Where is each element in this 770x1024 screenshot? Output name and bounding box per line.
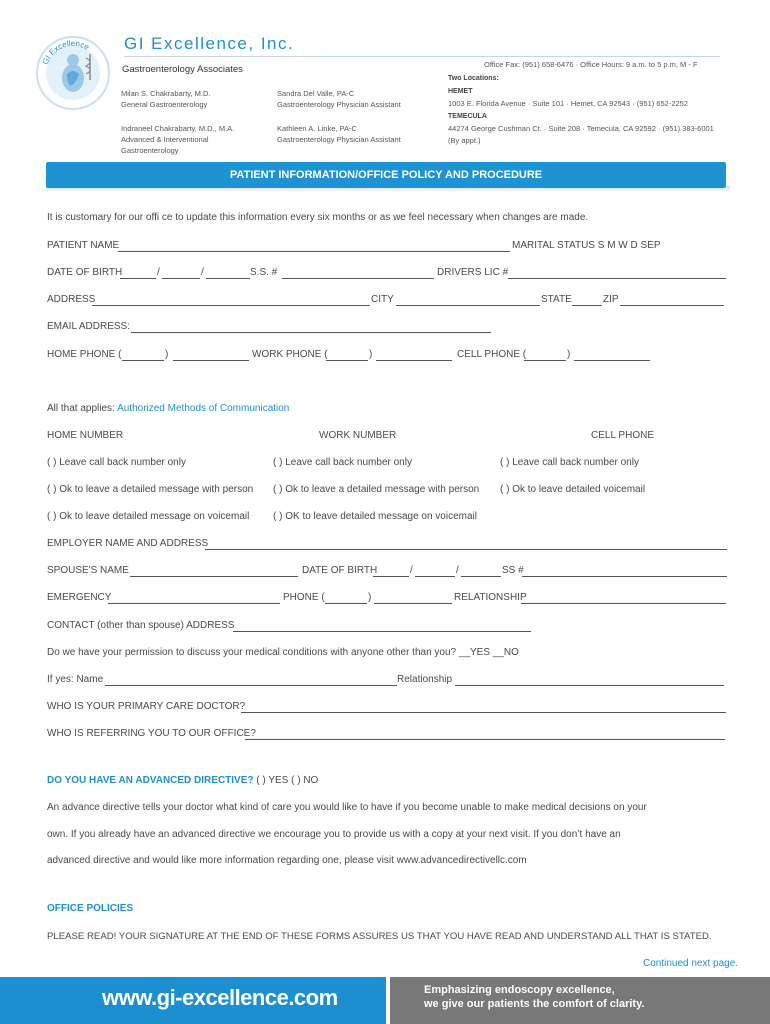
employer-label: EMPLOYER NAME AND ADDRESS [47, 538, 209, 549]
referring-field[interactable] [245, 739, 725, 740]
logo-arc-text: GI Excellence [40, 38, 91, 66]
location-temecula [448, 111, 714, 147]
location-address: 1003 E. Florida Avenue · Suite 101 · Hemet, CA 92543 · (951) 652-2252 [448, 99, 689, 108]
ss-label: S.S. # [250, 267, 278, 278]
drivers-lic-field[interactable] [508, 278, 726, 279]
city-field[interactable] [396, 305, 540, 306]
cell-phone-field[interactable] [574, 360, 650, 361]
spouse-dob-day-field[interactable] [415, 576, 455, 577]
home-detailed-person-option[interactable]: ( ) Ok to leave a detailed message with person [47, 484, 254, 495]
work-phone-area-field[interactable] [326, 360, 368, 361]
state-field[interactable] [572, 305, 602, 306]
spouse-name-label: SPOUSE'S NAME [47, 565, 129, 576]
communication-section [47, 403, 289, 414]
employer-field[interactable] [205, 549, 727, 550]
doctor-entry [277, 88, 401, 110]
if-yes-name-label: If yes: Name [47, 674, 104, 685]
doctor-name: Sandra Del Valle, PA-C [277, 89, 355, 98]
dob-slash: / [157, 267, 160, 278]
cell-callback-option[interactable]: ( ) Leave call back number only [500, 457, 639, 468]
office-policies-heading: OFFICE POLICIES [47, 903, 134, 914]
doctor-title-cont: Gastroenterology [121, 146, 179, 155]
relationship2-field[interactable] [455, 685, 724, 686]
paren-close: ) [369, 349, 373, 360]
state-label: STATE [541, 294, 572, 305]
contact-field[interactable] [233, 631, 531, 632]
cell-phone-label: CELL PHONE ( [457, 349, 527, 360]
cell-phone-header: CELL PHONE [591, 430, 654, 441]
directive-question: DO YOU HAVE AN ADVANCED DIRECTIVE? [47, 775, 254, 786]
drivers-lic-label: DRIVERS LIC # [437, 267, 509, 278]
location-address: 44274 George Cushman Ct. · Suite 208 · Temecula, CA 92592 · (951) 383-6001 [448, 124, 714, 133]
dob-slash: / [201, 267, 204, 278]
email-label: EMAIL ADDRESS: [47, 321, 130, 332]
two-locations-label: Two Locations: [448, 75, 499, 82]
doctor-title: Gastroenterology Physician Assistant [277, 135, 401, 144]
tagline-line1: Emphasizing endoscopy excellence, [424, 984, 615, 996]
address-field[interactable] [92, 305, 370, 306]
directive-options[interactable]: ( ) YES ( ) NO [256, 775, 319, 786]
dob-label: DATE OF BIRTH [47, 267, 123, 278]
footer-tagline [424, 983, 644, 1011]
doctor-title: Gastroenterology Physician Assistant [277, 100, 401, 109]
practice-subtitle: Gastroenterology Associates [122, 64, 243, 75]
footer-website-panel [0, 977, 386, 1024]
home-number-header: HOME NUMBER [47, 430, 124, 441]
relationship2-label: Relationship [397, 674, 453, 685]
doctor-name: Kathleen A. Linke, PA-C [277, 124, 357, 133]
contact-label: CONTACT (other than spouse) ADDRESS [47, 620, 235, 631]
dob-day-field[interactable] [162, 278, 200, 279]
if-yes-name-field[interactable] [105, 685, 397, 686]
dob-year-field[interactable] [206, 278, 250, 279]
footer-tagline-panel [390, 977, 770, 1024]
work-voicemail-option[interactable]: ( ) OK to leave detailed message on voicemail [273, 511, 477, 522]
spouse-ss-label: SS # [502, 565, 524, 576]
spouse-ss-field[interactable] [522, 576, 727, 577]
ss-field[interactable] [282, 278, 434, 279]
directive-row [47, 775, 318, 786]
home-callback-option[interactable]: ( ) Leave call back number only [47, 457, 186, 468]
work-detailed-person-option[interactable]: ( ) Ok to leave a detailed message with person [273, 484, 480, 495]
directive-paragraph-line3: advanced directive and would like more information regarding one, please visit www.advancedirectivellc.com [47, 855, 527, 866]
brand-name: GI Excellence, Inc. [124, 34, 295, 53]
emergency-phone-field[interactable] [374, 603, 452, 604]
location-name: HEMET [448, 88, 473, 95]
permission-question: Do we have your permission to discuss your medical conditions with anyone other than you? __YES __NO [47, 647, 519, 658]
doctor-title: Advanced & Interventional [121, 135, 209, 144]
directive-paragraph-line2: own. If you already have an advanced directive we encourage you to provide us with a copy at your next visit. If you don’t have an [47, 829, 621, 840]
work-phone-field[interactable] [376, 360, 452, 361]
doctor-entry [121, 88, 210, 110]
dob-slash: / [456, 565, 459, 576]
location-name: TEMECULA [448, 113, 487, 120]
authorized-methods-label: Authorized Methods of Communication [117, 403, 290, 414]
spouse-dob-month-field[interactable] [373, 576, 409, 577]
all-that-applies-label: All that applies: [47, 403, 115, 414]
patient-name-field[interactable] [118, 251, 510, 252]
address-label: ADDRESS [47, 294, 96, 305]
work-callback-option[interactable]: ( ) Leave call back number only [273, 457, 412, 468]
primary-care-field[interactable] [241, 712, 726, 713]
spouse-dob-label: DATE OF BIRTH [302, 565, 378, 576]
location-note: (By appt.) [448, 136, 481, 145]
primary-care-label: WHO IS YOUR PRIMARY CARE DOCTOR? [47, 701, 246, 712]
footer-bar [0, 977, 770, 1024]
doctor-entry [277, 123, 401, 145]
dob-slash: / [410, 565, 413, 576]
emergency-phone-area-field[interactable] [325, 603, 367, 604]
zip-label: ZIP [603, 294, 619, 305]
doctor-name: Indraneel Chakrabarty, M.D., M.A. [121, 124, 235, 133]
spouse-name-field[interactable] [130, 576, 298, 577]
home-phone-area-field[interactable] [122, 360, 164, 361]
section-banner: PATIENT INFORMATION/OFFICE POLICY AND PROCEDURE [46, 162, 726, 188]
tagline-line2: we give our patients the comfort of clarity. [424, 998, 645, 1010]
emergency-label: EMERGENCY [47, 592, 112, 603]
work-number-header: WORK NUMBER [319, 430, 397, 441]
cell-voicemail-option[interactable]: ( ) Ok to leave detailed voicemail [500, 484, 646, 495]
company-logo [34, 34, 112, 112]
relationship-field[interactable] [521, 603, 726, 604]
paren-close: ) [567, 349, 571, 360]
directive-paragraph-line1: An advance directive tells your doctor what kind of care you would like to have if you become unable to make medical decisions on your [47, 802, 647, 813]
office-hours: Office Fax: (951) 658-6476 · Office Hours: 9 a.m. to 5 p.m, M - F [484, 60, 698, 69]
email-field[interactable] [131, 332, 491, 333]
continued-next-page: Continued next page. [643, 958, 739, 969]
brand-divider [124, 56, 720, 57]
work-phone-label: WORK PHONE ( [252, 349, 328, 360]
doctor-name: Milan S. Chakrabarty, M.D. [121, 89, 211, 98]
phone-label: PHONE ( [283, 592, 325, 603]
marital-status-label: MARITAL STATUS S M W D SEP [512, 240, 661, 251]
paren-close: ) [368, 592, 372, 603]
please-read-notice: PLEASE READ! YOUR SIGNATURE AT THE END OF THESE FORMS ASSURES US THAT YOU HAVE READ AND UNDERSTAND ALL THAT IS STATED. [47, 931, 712, 942]
city-label: CITY [371, 294, 394, 305]
cell-phone-area-field[interactable] [524, 360, 566, 361]
patient-name-label: PATIENT NAME [47, 240, 120, 251]
relationship-label: RELATIONSHIP [454, 592, 527, 603]
doctor-title: General Gastroenterology [121, 100, 208, 109]
paren-close: ) [165, 349, 169, 360]
doctor-entry [121, 123, 234, 156]
referring-label: WHO IS REFERRING YOU TO OUR OFFICE? [47, 728, 256, 739]
home-phone-field[interactable] [173, 360, 249, 361]
home-phone-label: HOME PHONE ( [47, 349, 122, 360]
zip-field[interactable] [620, 305, 724, 306]
location-hemet [448, 86, 688, 110]
website-link[interactable]: www.gi-excellence.com [102, 985, 338, 1010]
spouse-dob-year-field[interactable] [461, 576, 501, 577]
dob-month-field[interactable] [120, 278, 156, 279]
intro-text: It is customary for our offi ce to update this information every six months or as we feel necessary when changes are made. [47, 212, 589, 223]
emergency-field[interactable] [108, 603, 280, 604]
home-voicemail-option[interactable]: ( ) Ok to leave detailed message on voicemail [47, 511, 250, 522]
